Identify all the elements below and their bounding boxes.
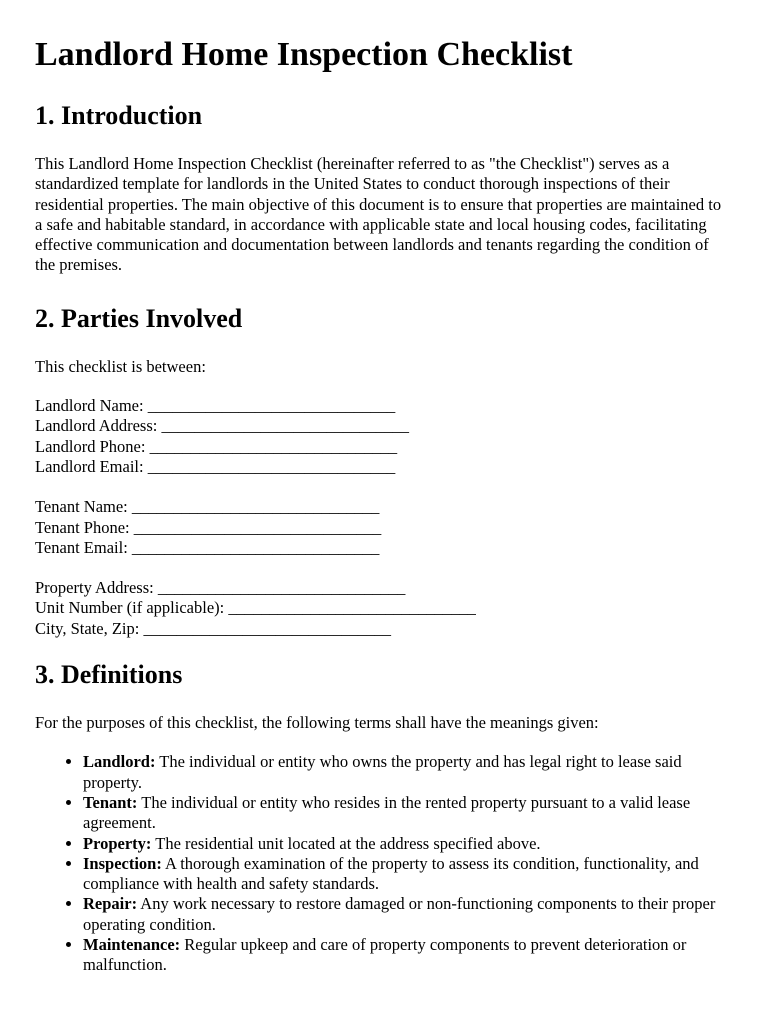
section-heading-parties: 2. Parties Involved xyxy=(35,303,243,333)
definition-item-maintenance xyxy=(83,935,730,976)
definition-item-property xyxy=(83,834,730,854)
definition-item-tenant xyxy=(83,793,730,834)
definition-text: A thorough examination of the property to assess its condition, functionality, and compliance with health and safety standards. xyxy=(83,853,699,894)
definition-term: Tenant: xyxy=(83,792,138,812)
unit-number-field: Unit Number (if applicable): ______________________________ xyxy=(35,598,476,618)
definitions-lead-text: For the purposes of this checklist, the following terms shall have the meanings given: xyxy=(35,713,599,733)
document-title: Landlord Home Inspection Checklist xyxy=(35,36,573,73)
parties-lead-text: This checklist is between: xyxy=(35,356,206,376)
landlord-email-field: Landlord Email: ______________________________ xyxy=(35,456,396,476)
definition-text: Regular upkeep and care of property components to prevent deterioration or malfunction. xyxy=(83,935,687,975)
property-fields xyxy=(35,578,730,639)
definition-term: Maintenance: xyxy=(83,935,181,955)
section-parties-involved xyxy=(35,303,730,639)
landlord-name-field: Landlord Name: ______________________________ xyxy=(35,396,396,416)
tenant-fields xyxy=(35,497,730,558)
definition-term: Inspection: xyxy=(83,853,162,873)
section-definitions xyxy=(35,659,730,976)
tenant-email-field: Tenant Email: ______________________________ xyxy=(35,537,380,557)
landlord-fields xyxy=(35,396,730,477)
property-address-field: Property Address: ______________________________ xyxy=(35,578,406,598)
landlord-phone-field: Landlord Phone: ______________________________ xyxy=(35,436,398,456)
section-introduction xyxy=(35,100,730,276)
landlord-address-field: Landlord Address: ______________________________ xyxy=(35,416,409,436)
introduction-paragraph: This Landlord Home Inspection Checklist (hereinafter referred to as "the Checklist") serves as a standardized template for landlords in the United States to conduct thorough inspections of their residential properties. The main objective of this document is to ensure that properties are maintained to a safe and habitable standard, in accordance with applicable state and local housing codes, facilitating effective communication and documentation between landlords and tenants regarding the condition of the premises. xyxy=(35,154,722,275)
definition-text: Any work necessary to restore damaged or non-functioning components to their proper operating condition. xyxy=(83,894,716,934)
definition-text: The individual or entity who resides in the rented property pursuant to a valid lease agreement. xyxy=(83,792,691,833)
city-state-zip-field: City, State, Zip: ______________________________ xyxy=(35,618,391,638)
definition-text: The residential unit located at the address specified above. xyxy=(151,833,541,853)
section-heading-introduction: 1. Introduction xyxy=(35,101,203,130)
definition-text: The individual or entity who owns the property and has legal right to lease said property. xyxy=(83,752,682,792)
definitions-list xyxy=(35,752,730,975)
section-heading-definitions: 3. Definitions xyxy=(35,660,183,690)
tenant-phone-field: Tenant Phone: ______________________________ xyxy=(35,517,382,537)
definition-item-inspection xyxy=(83,854,730,895)
definition-item-landlord xyxy=(83,752,730,793)
definition-term: Landlord: xyxy=(83,752,156,772)
definition-term: Property: xyxy=(83,833,152,853)
tenant-name-field: Tenant Name: ______________________________ xyxy=(35,497,380,517)
definition-item-repair xyxy=(83,894,730,935)
definition-term: Repair: xyxy=(83,894,138,914)
